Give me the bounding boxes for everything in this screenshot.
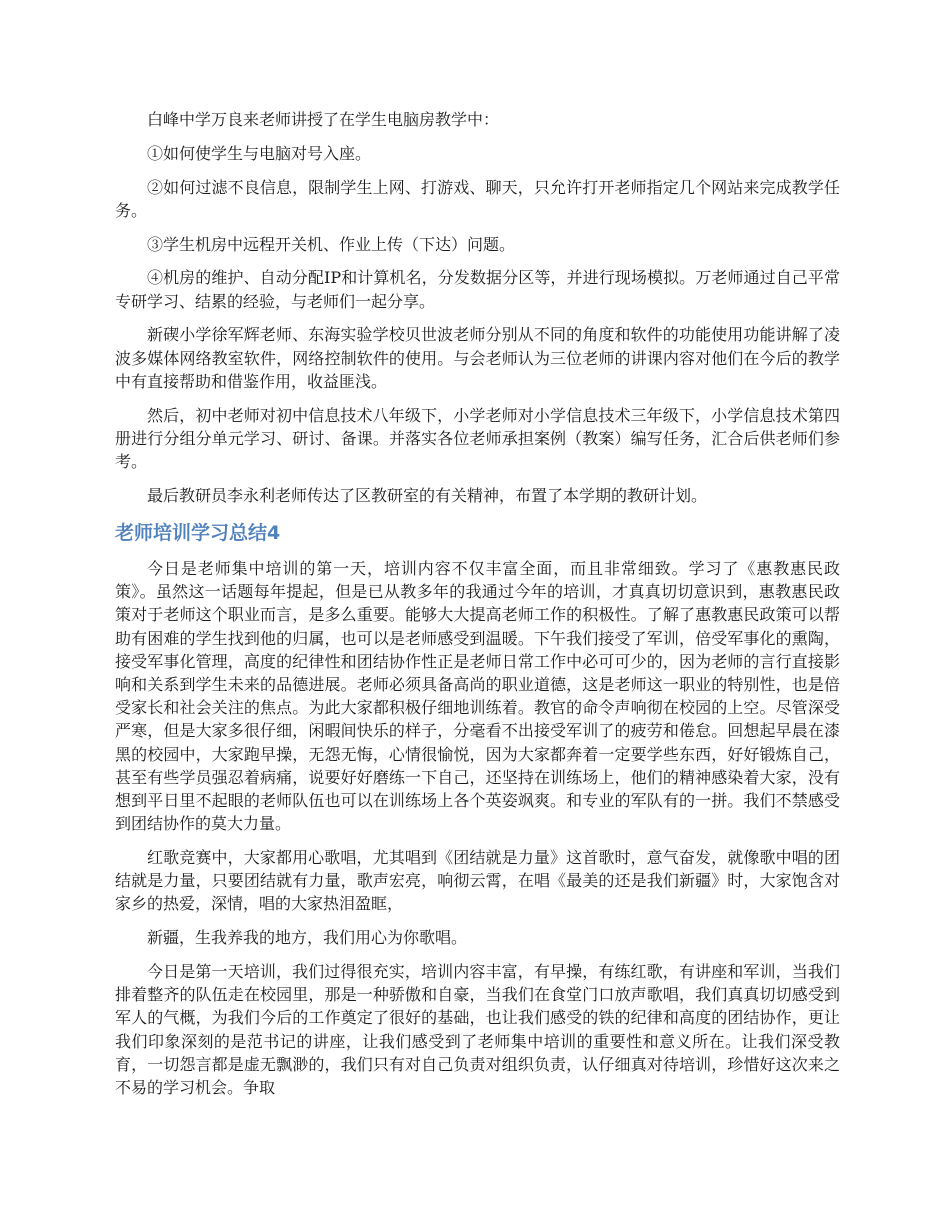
paragraph: ④机房的维护、自动分配IP和计算机名，分发数据分区等，并进行现场模拟。万老师通过自己平常专研学习、结累的经验，与老师们一起分享。	[115, 268, 840, 311]
paragraph: ②如何过滤不良信息，限制学生上网、打游戏、聊天，只允许打开老师指定几个网站来完成教学任务。	[115, 177, 840, 220]
paragraph: 最后教研员李永利老师传达了区教研室的有关精神，布置了本学期的教研计划。	[147, 485, 708, 505]
paragraph: ①如何使学生与电脑对号入座。	[147, 143, 372, 163]
paragraph: ③学生机房中远程开关机、作业上传（下达）问题。	[147, 234, 516, 254]
paragraph: 新碶小学徐军辉老师、东海实验学校贝世波老师分别从不同的角度和软件的功能使用功能讲解了凌波多媒体网络教室软件，网络控制软件的使用。与会老师认为三位老师的讲课内容对他们在今后的教学中有直接帮助和借鉴作用，收益匪浅。	[115, 325, 840, 391]
paragraph: 然后，初中老师对初中信息技术八年级下，小学老师对小学信息技术三年级下，小学信息技术第四册进行分组分单元学习、研讨、备课。并落实各位老师承担案例（教案）编写任务，汇合后供老师们参考。	[115, 405, 840, 471]
paragraph: 白峰中学万良来老师讲授了在学生电脑房教学中：	[147, 110, 500, 129]
section-heading: 老师培训学习总结4	[115, 522, 281, 544]
paragraph: 今日是第一天培训，我们过得很充实，培训内容丰富，有早操，有练红歌，有讲座和军训，当我们排着整齐的队伍走在校园里，那是一种骄傲和自豪，当我们在食堂门口放声歌唱，我们真真切切感受到军人的气概，为我们今后的工作奠定了很好的基础，也让我们感受的铁的纪律和高度的团结协作，更让我们印象深刻的是范书记的讲座，让我们感受到了老师集中培训的重要性和意义所在。让我们深受教育，一切怨言都是虚无飘渺的，我们只有对自己负责对组织负责，认仔细真对待培训，珍惜好这次来之不易的学习机会。争取	[115, 962, 840, 1098]
paragraph: 新疆，生我养我的地方，我们用心为你歌唱。	[147, 928, 468, 948]
paragraph: 今日是老师集中培训的第一天，培训内容不仅丰富全面，而且非常细致。学习了《惠教惠民政策》。虽然这一话题每年提起，但是已从教多年的我通过今年的培训，才真真切切意识到，惠教惠民政策对于老师这个职业而言，是多么重要。能够大大提高老师工作的积极性。了解了惠教惠民政策可以帮助有困难的学生找到他的归属，也可以是老师感受到温暖。下午我们接受了军训，倍受军事化的熏陶，接受军事化管理，高度的纪律性和团结协作性正是老师日常工作中必可可少的，因为老师的言行直接影响和关系到学生未来的品德进展。老师必须具备高尚的职业道德，这是老师这一职业的特别性，也是倍受家长和社会关注的焦点。为此大家都积极仔细地训练着。教官的命令声响彻在校园的上空。尽管深受严寒，但是大家多很仔细，闲暇间快乐的样子，分毫看不出接受军训了的疲劳和倦怠。回想起早晨在漆黑的校园中，大家跑早操，无怨无悔，心情很愉悦，因为大家都奔着一定要学些东西，好好锻炼自己，甚至有些学员强忍着病痛，说要好好磨练一下自己，还坚持在训练场上，他们的精神感染着大家，没有想到平日里不起眼的老师队伍也可以在训练场上各个英姿飒爽。和专业的军队有的一拼。我们不禁感受到团结协作的莫大力量。	[115, 559, 840, 834]
paragraph: 红歌竞赛中，大家都用心歌唱，尤其唱到《团结就是力量》这首歌时，意气奋发，就像歌中唱的团结就是力量，只要团结就有力量，歌声宏亮，响彻云霄，在唱《最美的还是我们新疆》时，大家饱含对家乡的热爱，深情，唱的大家热泪盈眶，	[115, 848, 840, 914]
document-page	[115, 108, 840, 1110]
